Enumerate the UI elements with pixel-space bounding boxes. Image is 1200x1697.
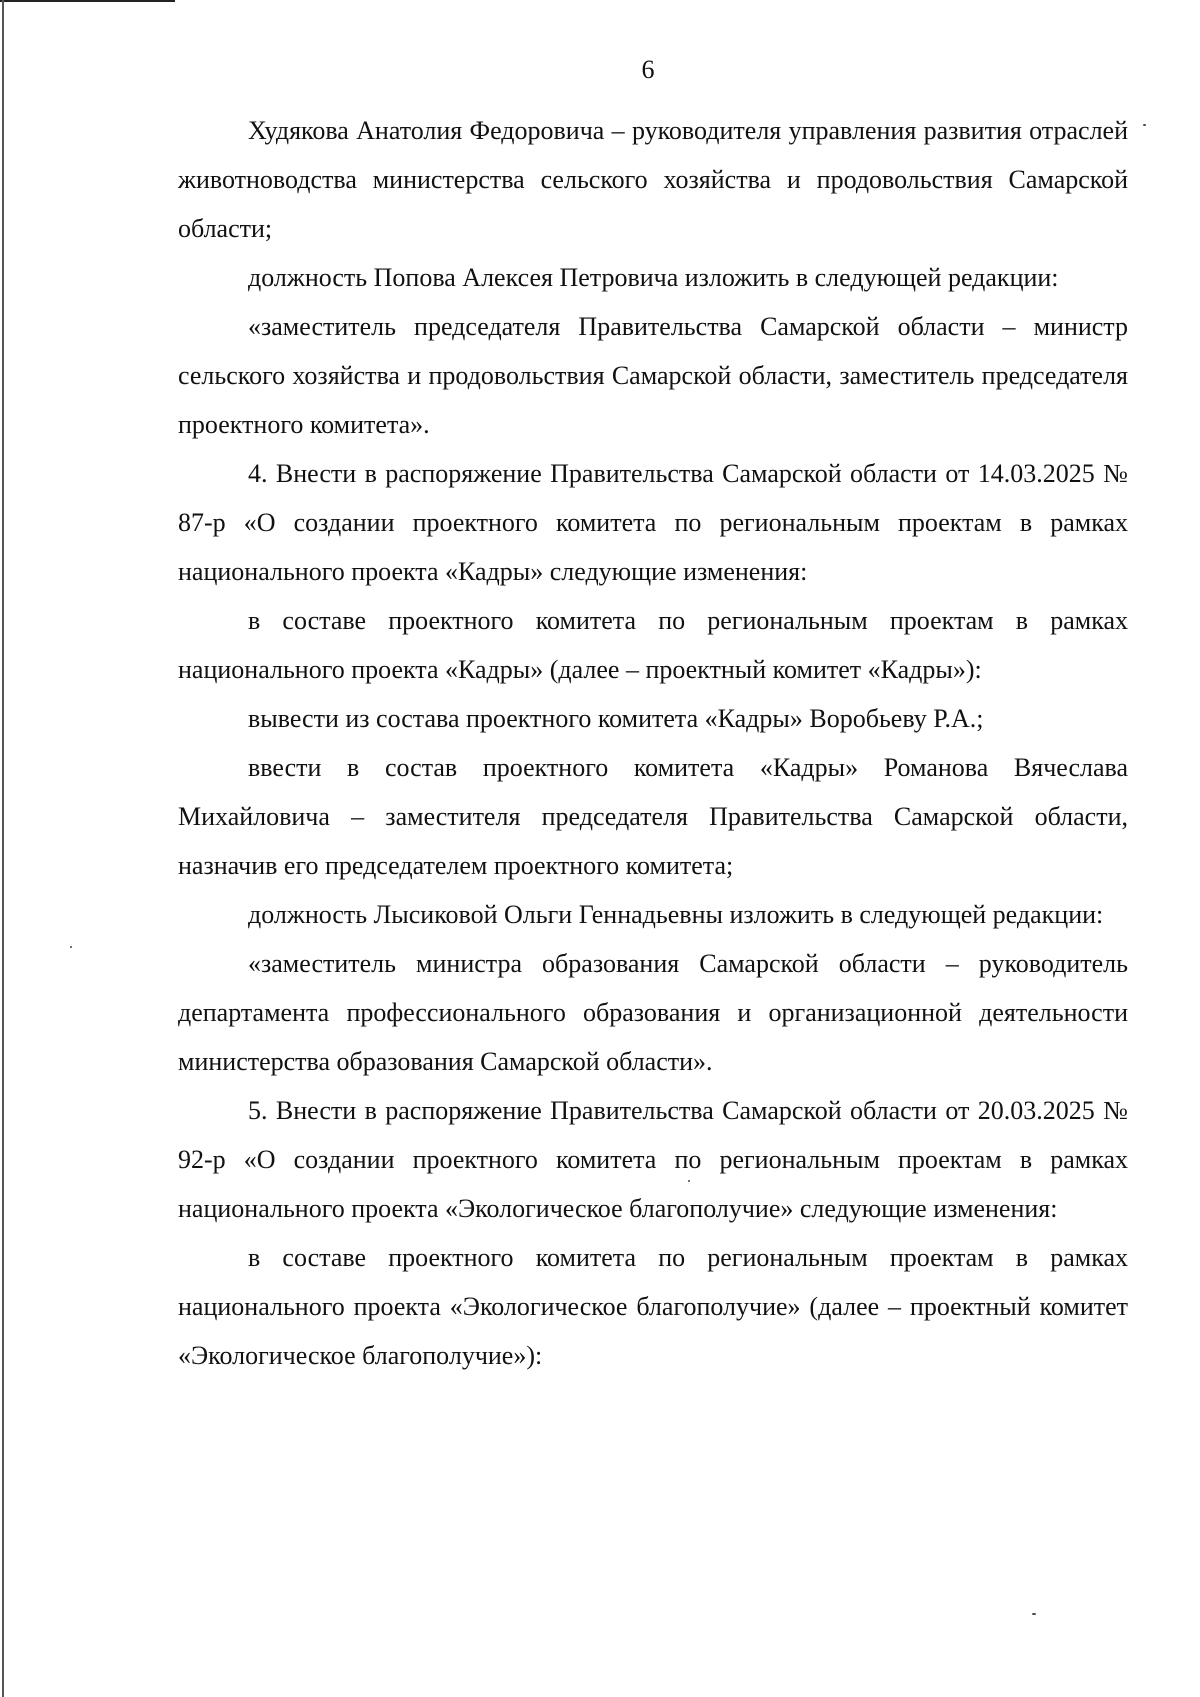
paragraph: «заместитель председателя Правительства Самарской области – министр сельского хозяйства и продовольствия Самарской области, заместитель председателя проектного комитета». <box>178 312 1128 439</box>
paragraph: в составе проектного комитета по региональным проектам в рамках национального проекта «Экологическое благополучие» (далее – проектный комитет «Экологическое благополучие»): <box>178 1243 1128 1370</box>
scan-edge-top <box>0 0 175 2</box>
scan-speck <box>1143 124 1146 126</box>
paragraph: 4. Внести в распоряжение Правительства Самарской области от 14.03.2025 № 87-р «О создании проектного комитета по региональным проектам в рамках национального проекта «Кадры» следующие изменения: <box>178 459 1128 586</box>
paragraph: ввести в состав проектного комитета «Кадры» Романова Вячеслава Михайловича – заместителя председателя Правительства Самарской области, назначив его председателем проектного комитета; <box>178 753 1128 880</box>
paragraph: Худякова Анатолия Федоровича – руководителя управления развития отраслей животноводства министерства сельского хозяйства и продовольствия Самарской области; <box>178 116 1128 243</box>
document-body <box>178 106 1128 1380</box>
scan-speck <box>70 946 72 948</box>
paragraph: «заместитель министра образования Самарской области – руководитель департамента профессионального образования и организационной деятельности министерства образования Самарской области». <box>178 949 1128 1076</box>
paragraph: в составе проектного комитета по региональным проектам в рамках национального проекта «Кадры» (далее – проектный комитет «Кадры»): <box>178 606 1128 684</box>
page-number: 6 <box>641 55 655 84</box>
scan-edge-left <box>2 0 4 1697</box>
scan-speck <box>1032 1613 1036 1615</box>
paragraph: должность Лысиковой Ольги Геннадьевны изложить в следующей редакции: <box>248 900 1104 929</box>
paragraph: должность Попова Алексея Петровича изложить в следующей редакции: <box>248 263 1059 292</box>
paragraph: вывести из состава проектного комитета «Кадры» Воробьеву Р.А.; <box>248 704 984 733</box>
paragraph: 5. Внести в распоряжение Правительства Самарской области от 20.03.2025 № 92-р «О создании проектного комитета по региональным проектам в рамках национального проекта «Экологическое благополучие» следующие изменения: <box>178 1096 1128 1223</box>
